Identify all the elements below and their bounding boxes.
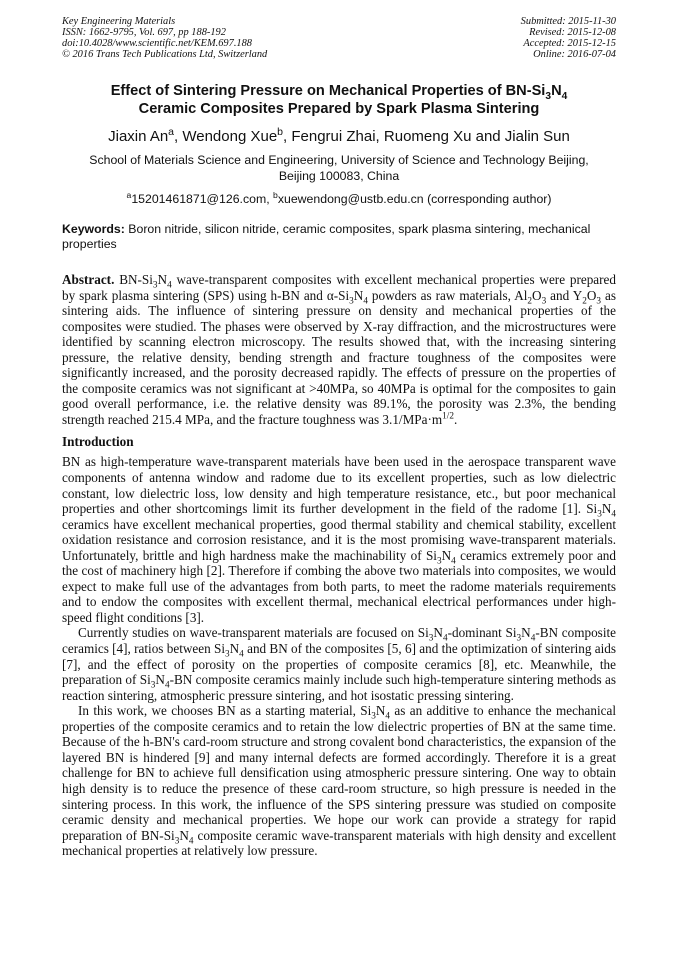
author-list: Jiaxin An$^a$, Wendong Xue$^b$, Fengrui Zhai, Ruomeng Xu and Jialin Sun (108, 126, 570, 145)
abstract-label: Abstract. (62, 272, 115, 287)
journal-info (62, 16, 267, 60)
keywords (62, 222, 616, 252)
abstract: Abstract. $BN-Si_3N_4$ wave-transparent composites with excellent mechanical properties were prepared by spark plasma sintering (SPS) using h-BN and $\alpha-Si_3N_4$ powders as raw materials, $Al_2O_3$ and $Y_2O_3$ as sintering aids. The influence of sintering pressure on density and mechanical properties of the composites were studied. The phases were observed by X-ray diffraction, and the microstructures were identified by scanning electron microscopy. The results showed that, with the increasing sintering pressure, the relative density, bending strength and fracture toughness of the composites were significantly increased, and the porosity decreased rapidly. The effects of pressure on the properties of the composite ceramics was not significant at >40MPa, so 40MPa is optimal for the composites to gain good overall performance, i.e. the relative density was 89.1%, the porosity was 2.3%, the bending strength reached 215.4 MPa, and the fracture toughness was $3.1/MPa\cdot m^{1/2}$. (62, 272, 617, 427)
date-revised: Revised: 2015-12-08 (529, 27, 616, 38)
paper-page (62, 16, 616, 859)
author-name: Jiaxin An (108, 128, 169, 145)
author-name: Wendong Xue (182, 128, 278, 145)
journal-name: Key Engineering Materials (62, 16, 176, 27)
publication-dates (521, 16, 616, 60)
intro-paragraph-1: BN as high-temperature wave-transparent materials have been used in the aerospace transparent wave components of antenna window and radome due to its excellent properties, such as low dielectric constant, low dielectric loss, low density and high temperature resistance, etc., but poor mechanical properties and other shortcomings limit its further development in the field of the radome [1]. $Si_3N_4$ ceramics have excellent mechanical properties, good thermal stability and chemical stability, excellent oxidation resistance and corrosion resistance, and it is the most promising wave-transparent materials. Unfortunately, brittle and high hardness make the machinability of $Si_3N_4$ ceramics extremely poor and the cost of machinery high [2]. Therefore if combing the above two materials into composites, we would expect to make full use of the advantages from both parts, to meet the radome materials requirements and to endow the composites with excellent thermal, mechanical electrical performances under high-speed flight conditions [3]. (62, 454, 616, 625)
journal-header (62, 16, 616, 60)
section-heading-introduction: Introduction (62, 434, 134, 450)
journal-doi[interactable]: doi:10.4028/www.scientific.net/KEM.697.188 (62, 38, 252, 49)
email-link-b[interactable]: xuewendong@ustb.edu.cn (corresponding author) (277, 192, 552, 206)
keywords-label: Keywords: (62, 222, 125, 236)
date-accepted: Accepted: 2015-12-15 (523, 38, 616, 49)
keywords-text: Boron nitride, silicon nitride, ceramic composites, spark plasma sintering, mechanical properties (62, 222, 591, 251)
title-line-2: Ceramic Composites Prepared by Spark Plasma Sintering (138, 101, 540, 117)
email-link-a[interactable]: 15201461871@126.com, (131, 192, 274, 206)
date-online: Online: 2016-07-04 (533, 49, 616, 60)
date-submitted: Submitted: 2015-11-30 (520, 16, 616, 27)
author-emails: $^a$15201461871@126.com, $^b$xuewendong@ustb.edu.cn (corresponding author) (126, 189, 552, 206)
affiliation: School of Materials Science and Engineering, University of Science and Technology Beijing, Beijing 100083, China (89, 153, 589, 183)
journal-issn: ISSN: 1662-9795, Vol. 697, pp 188-192 (62, 27, 226, 38)
intro-paragraph-2: Currently studies on wave-transparent materials are focused on $Si_3N_4$-dominant $Si_3N_4-BN$ composite ceramics [4], ratios between $Si_3N_4$ and BN of the composites [5, 6] and the optimization of sintering aids [7], and the effect of porosity on the properties of composite ceramics [8], etc. Meanwhile, the preparation of $Si_3N_4-BN$ composite ceramics mainly include such high-temperature sintering methods as reaction sintering, atmospheric pressure sintering, and hot isostatic pressing sintering. (62, 625, 617, 703)
intro-paragraph-3: In this work, we chooses BN as a starting material, $Si_3N_4$ as an additive to enhance the mechanical properties of the composite ceramics and to retain the low dielectric properties of BN at the same time. Because of the h-BN's card-room structure and strong covalent bond characteristics, the expansion of the layered BN is hindered [9] and many internal defects are formed accordingly. Therefore it is a great challenge for BN to achieve full densification using atmospheric pressure sintering. One way to obtain high density is to reduce the presence of these card-room structure, so high pressure is needed in the sintering process. In this work, the influence of the SPS sintering pressure was studied on composite ceramic density and mechanical properties. We hope our work can provide a strategy for rapid preparation of $BN-Si_3N_4$ composite ceramic wave-transparent materials with high density and excellent mechanical properties at relatively low pressure. (62, 703, 616, 859)
journal-copyright: © 2016 Trans Tech Publications Ltd, Switzerland (62, 49, 268, 60)
title-line-1: Effect of Sintering Pressure on Mechanical Properties of $BN-Si_3N_4$ (110, 83, 568, 102)
paper-title (62, 82, 616, 118)
